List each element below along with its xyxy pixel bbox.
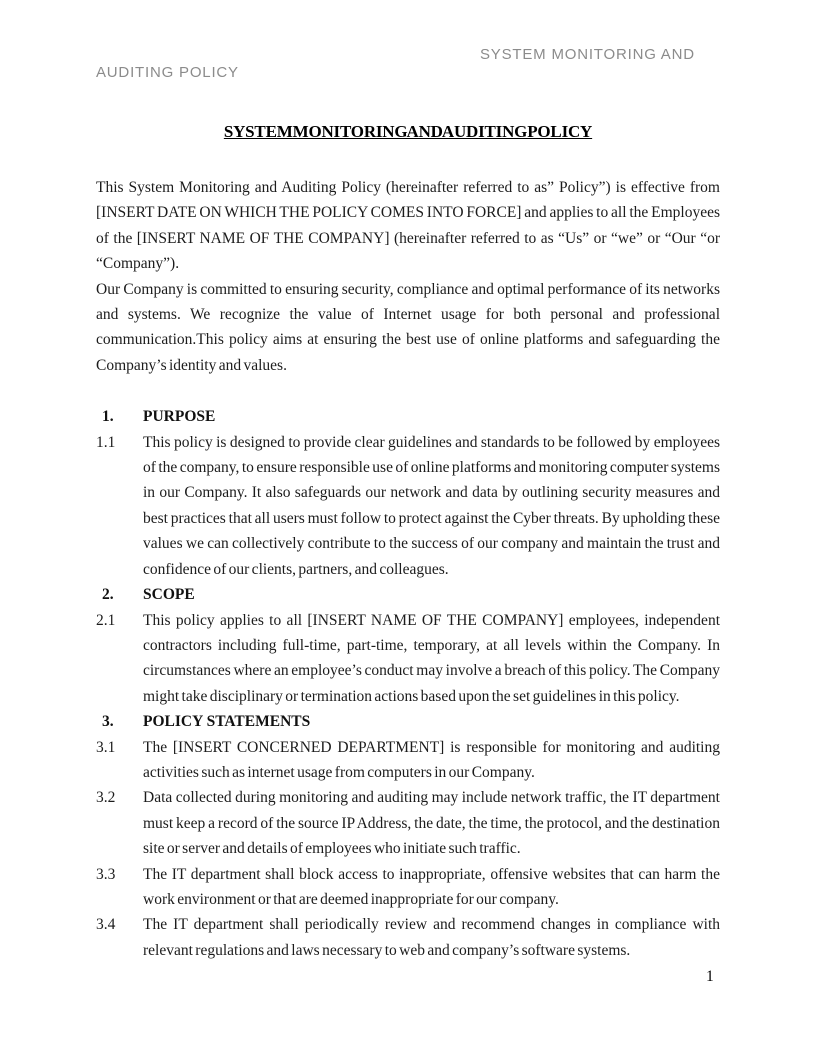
item-text: The IT department shall periodically review and recommend changes in compliance with relevant regulations and laws necessary to web and company’s software systems. <box>143 916 720 959</box>
item-number: 3.1 <box>96 738 116 756</box>
item-number: 3.4 <box>96 916 116 934</box>
policy-item <box>96 608 720 710</box>
policy-item <box>96 735 720 786</box>
section-policy-statements <box>96 709 720 963</box>
item-text: This policy is designed to provide clear guidelines and standards to be followed by employees of the company, to ensure responsible use of online platforms and monitoring computer systems in our Company. It also safeguards our network and data by outlining security measures and best practices that all users must follow to protect against the Cyber threats. By upholding these values we can collectively contribute to the success of our company and maintain the trust and confidence of our clients, partners, and colleagues. <box>143 433 720 578</box>
policy-item <box>96 912 720 963</box>
section-number: 3. <box>102 713 114 731</box>
item-number: 3.2 <box>96 789 116 807</box>
item-text: Data collected during monitoring and auditing may include network traffic, the IT department must keep a record of the source IP Address, the date, the time, the protocol, and the destination site or server and details of employees who initiate such traffic. <box>143 789 720 858</box>
item-text: This policy applies to all [INSERT NAME OF THE COMPANY] employees, independent contractors including full-time, part-time, temporary, at all levels within the Company. In circumstances where an employee’s conduct may involve a breach of this policy. The Company might take disciplinary or termination actions based upon the set guidelines in this policy. <box>143 611 720 705</box>
intro-paragraph-1: This System Monitoring and Auditing Policy (hereinafter referred to as” Policy”) is effective from [INSERT DATE ON WHICH THE POLICY COMES INTO FORCE] and applies to all the Employees of the [INSERT NAME OF THE COMPANY] (hereinafter referred to as “Us” or “we” or “Our “or “Company”). <box>96 179 720 273</box>
running-header: SYSTEM MONITORING AND AUDITING POLICY <box>96 46 695 81</box>
title-row <box>96 122 720 142</box>
item-text: The IT department shall block access to inappropriate, offensive websites that can harm the work environment or that are deemed inappropriate for our company. <box>143 865 720 908</box>
sections-list <box>96 404 720 963</box>
section-scope <box>96 582 720 709</box>
section-title: PURPOSE <box>143 408 216 426</box>
policy-item <box>96 862 720 913</box>
document-title: SYSTEM MONITORING AND AUDITING POLICY <box>223 122 593 141</box>
item-number: 1.1 <box>96 433 116 451</box>
intro-paragraph-2: Our Company is committed to ensuring security, compliance and optimal performance of its networks and systems. We recognize the value of Internet usage for both personal and professional communication.This policy aims at ensuring the best use of online platforms and safeguarding the Company’s identity and values. <box>96 280 720 374</box>
item-number: 2.1 <box>96 611 116 629</box>
section-title: SCOPE <box>143 586 195 604</box>
section-purpose <box>96 404 720 582</box>
section-heading <box>96 582 720 607</box>
page-number: 1 <box>706 968 714 985</box>
item-number: 3.3 <box>96 865 116 883</box>
intro-block <box>96 175 720 378</box>
section-title: POLICY STATEMENTS <box>143 713 311 731</box>
policy-item <box>96 785 720 861</box>
section-number: 1. <box>102 408 114 426</box>
policy-item <box>96 430 720 582</box>
section-heading <box>96 404 720 429</box>
item-text: The [INSERT CONCERNED DEPARTMENT] is responsible for monitoring and auditing activities such as internet usage from computers in our Company. <box>143 738 720 781</box>
section-heading <box>96 709 720 734</box>
section-number: 2. <box>102 586 114 604</box>
